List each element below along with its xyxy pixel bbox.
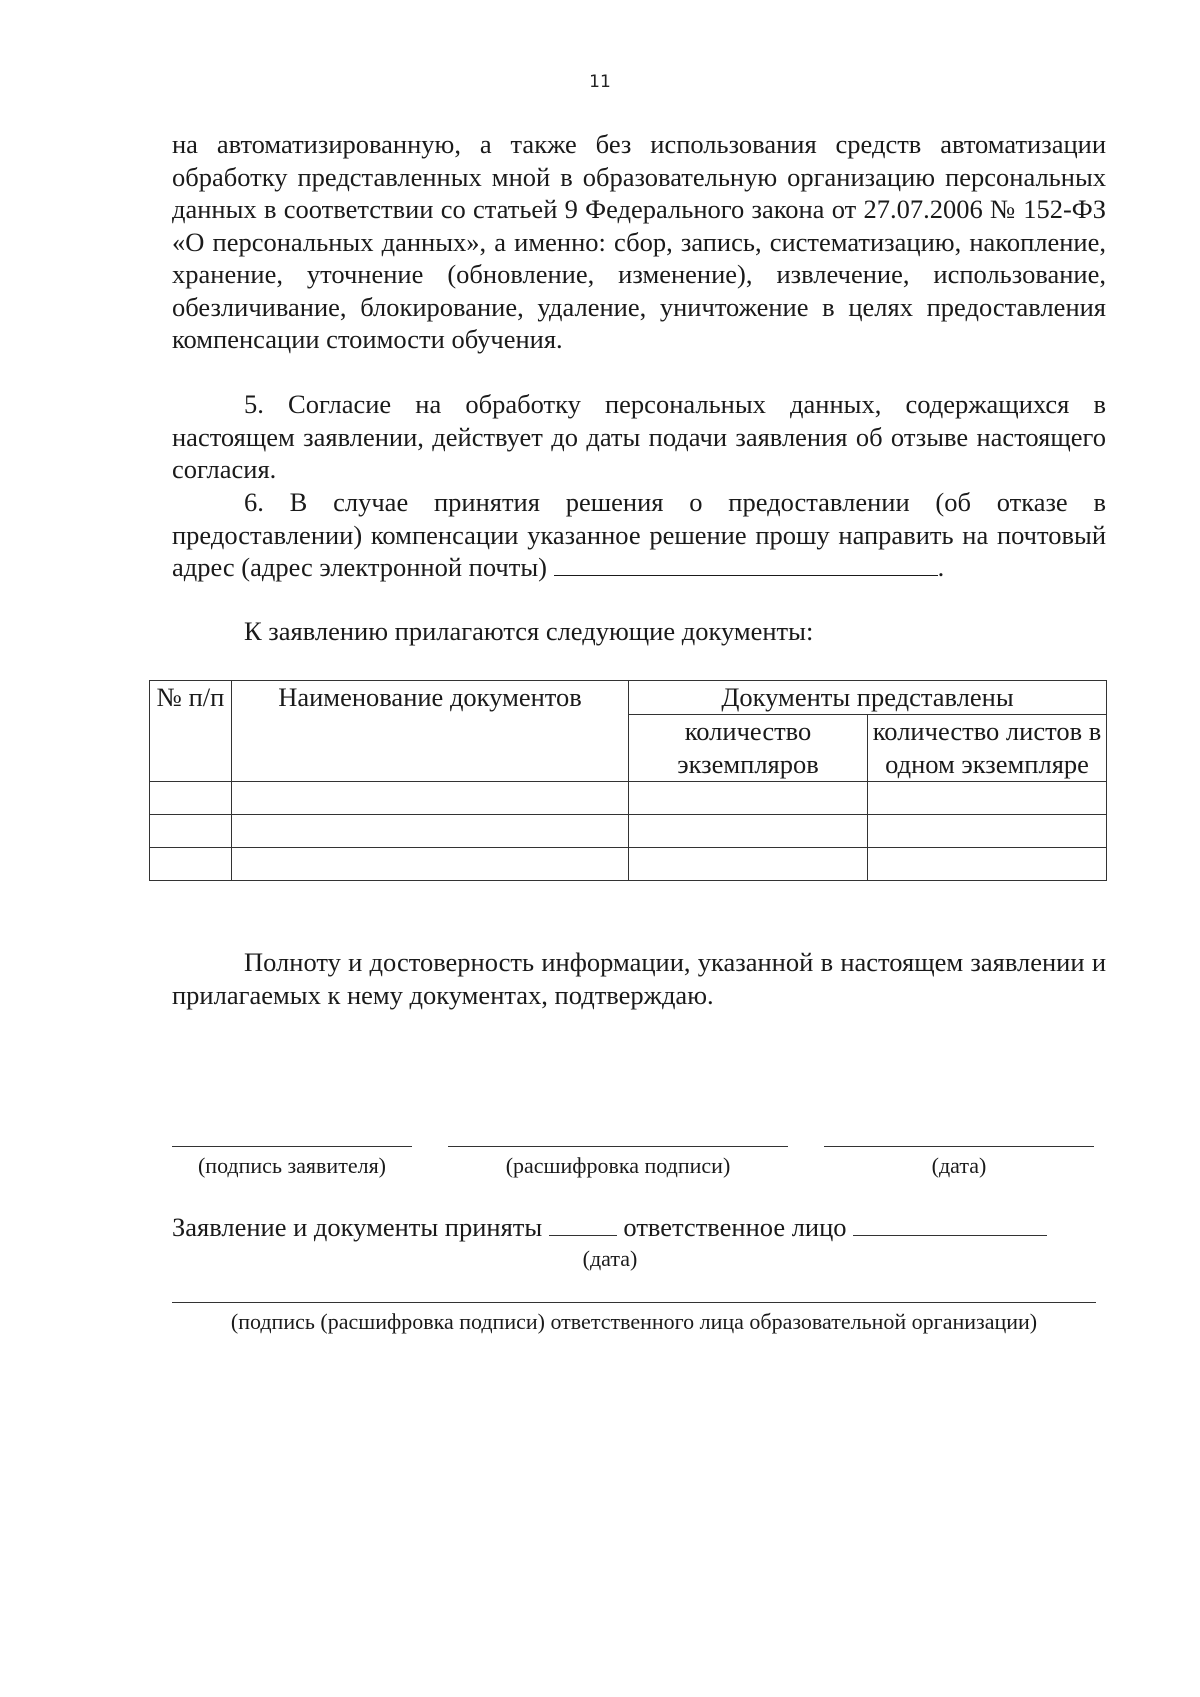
official-signature-caption: (подпись (расшифровка подписи) ответственного лица образовательной организации): [230, 1309, 1038, 1334]
decision-delivery-text: 6. В случае принятия решения о предоставлении (об отказе в предоставлении) компенсации указанное решение прошу направить на почтовый адрес (адрес электронной почты): [172, 487, 1106, 582]
table-row: [150, 782, 1107, 815]
decision-delivery-paragraph: [172, 486, 1106, 584]
page-number: 11: [589, 72, 611, 92]
received-line: [172, 1211, 1047, 1244]
table-cell[interactable]: [232, 782, 629, 815]
table-cell[interactable]: [150, 848, 232, 881]
table-cell[interactable]: [868, 815, 1107, 848]
date-caption: (дата): [931, 1153, 987, 1178]
table-cell[interactable]: [232, 848, 629, 881]
column-header-number: № п/п: [150, 681, 232, 782]
table-cell[interactable]: [150, 815, 232, 848]
official-signature-line[interactable]: [172, 1302, 1096, 1303]
column-header-sheets: количество листов в одном экземпляре: [868, 715, 1107, 782]
received-date-caption: (дата): [582, 1246, 638, 1271]
attachments-intro: К заявлению прилагаются следующие документы:: [244, 616, 814, 646]
decision-delivery-end: .: [937, 552, 945, 582]
column-header-name: Наименование документов: [232, 681, 629, 782]
responsible-person-label: ответственное лицо: [623, 1212, 847, 1242]
received-prefix: Заявление и документы приняты: [172, 1212, 543, 1242]
confirmation-paragraph: Полноту и достоверность информации, указанной в настоящем заявлении и прилагаемых к нему документах, подтверждаю.: [172, 947, 1106, 1010]
column-header-copies: количество экземпляров: [629, 715, 868, 782]
attachments-table: [149, 680, 1107, 881]
table-cell[interactable]: [868, 782, 1107, 815]
signature-decoding-line[interactable]: [448, 1146, 788, 1147]
applicant-signature-line[interactable]: [172, 1146, 412, 1147]
table-cell[interactable]: [868, 848, 1107, 881]
signature-decoding-caption: (расшифровка подписи): [505, 1153, 731, 1178]
column-header-group: Документы представлены: [629, 681, 1107, 715]
table-row: [150, 815, 1107, 848]
date-line[interactable]: [824, 1146, 1094, 1147]
email-address-field[interactable]: [554, 553, 938, 576]
table-row: [150, 848, 1107, 881]
consent-duration-paragraph: 5. Согласие на обработку персональных данных, содержащихся в настоящем заявлении, действует до даты подачи заявления об отзыве настоящего согласия.: [172, 389, 1106, 484]
received-date-field[interactable]: [549, 1211, 617, 1236]
table-cell[interactable]: [629, 815, 868, 848]
table-cell[interactable]: [150, 782, 232, 815]
table-cell[interactable]: [629, 782, 868, 815]
applicant-signature-caption: (подпись заявителя): [197, 1153, 387, 1178]
table-cell[interactable]: [232, 815, 629, 848]
table-cell[interactable]: [629, 848, 868, 881]
responsible-person-field[interactable]: [853, 1211, 1047, 1236]
consent-paragraph: на автоматизированную, а также без использования средств автоматизации обработку представленных мной в образовательную организацию персональных данных в соответствии со статьей 9 Федерального закона от 27.07.2006 № 152-ФЗ «О персональных данных», а именно: сбор, запись, систематизацию, накопление, хранение, уточнение (обновление, изменение), извлечение, использование, обезличивание, блокирование, удаление, уничтожение в целях предоставления компенсации стоимости обучения.: [172, 129, 1106, 354]
